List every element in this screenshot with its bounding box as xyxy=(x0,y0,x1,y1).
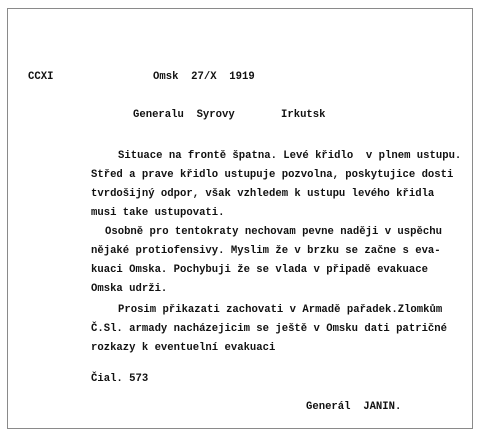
destination: Irkutsk xyxy=(281,109,326,121)
paragraph3-line: Prosim přikazati zachovati v Armadě pařadek.Zlomkům xyxy=(118,304,443,316)
paragraph1-line: musi take ustupovati. xyxy=(91,207,225,219)
addressee: Generalu Syrovy xyxy=(133,109,235,121)
paragraph1-line: tvrdošijný odpor, však vzhledem k ustupu levého křidla xyxy=(91,188,435,200)
paragraph3-line: rozkazy k eventuelní evakuaci xyxy=(91,342,276,354)
paragraph2-line: Osobně pro tentokraty nechovam pevne naději v uspěchu xyxy=(105,226,442,238)
paragraph2-line: nějaké protiofensivy. Myslim že v brzku se začne s eva- xyxy=(91,245,441,257)
document-number: Čial. 573 xyxy=(91,373,149,385)
paragraph1-line: Střed a prave křidlo ustupuje pozvolna, poskytujice dosti xyxy=(91,169,454,181)
paragraph3-line: Č.Sl. armady nacházejicim se ještě v Omsku dati patričné xyxy=(91,323,448,335)
place-date: Omsk 27/X 1919 xyxy=(153,71,255,83)
signature: Generál JANIN. xyxy=(306,401,402,413)
paragraph1-line: Situace na frontě špatna. Levé křidlo v plnem ustupu. xyxy=(118,150,462,162)
document-page xyxy=(7,8,473,429)
document-ref: CCXI xyxy=(28,71,54,83)
paragraph2-line: Omska udrži. xyxy=(91,283,168,295)
paragraph2-line: kuaci Omska. Pochybuji že se vlada v připadě evakuace xyxy=(91,264,428,276)
